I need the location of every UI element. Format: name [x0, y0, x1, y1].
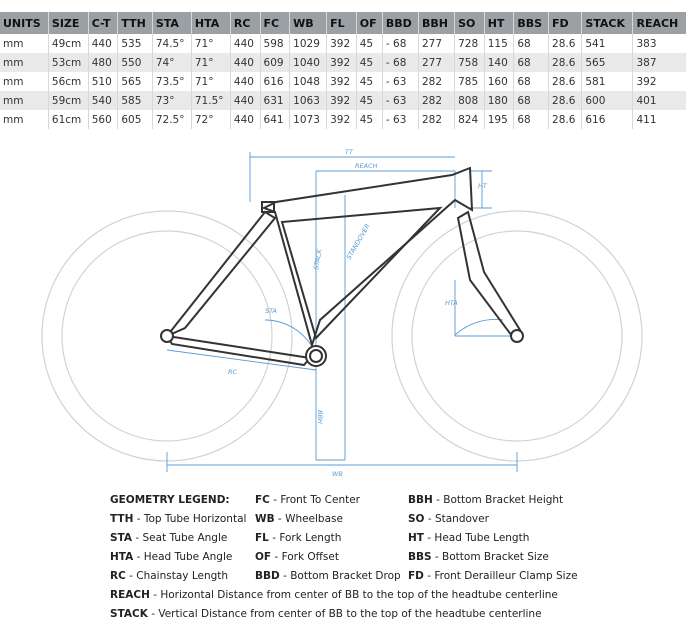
legend-item-fl: FL - Fork Length: [255, 532, 342, 544]
table-cell: 180: [484, 91, 514, 110]
column-header-so: SO: [455, 12, 485, 34]
table-cell: 785: [455, 72, 485, 91]
reach-label: REACH: [355, 162, 378, 170]
legend-item-stack: STACK - Vertical Distance from center of BB to the top of the headtube centerline: [110, 608, 542, 620]
table-cell: 728: [455, 34, 485, 53]
table-cell: 616: [260, 72, 290, 91]
legend-title: GEOMETRY LEGEND:: [110, 494, 230, 506]
table-cell: - 63: [382, 110, 418, 129]
legend-item-wb: WB - Wheelbase: [255, 513, 343, 525]
table-cell: - 68: [382, 34, 418, 53]
legend-item-rc: RC - Chainstay Length: [110, 570, 229, 582]
table-cell: 440: [230, 110, 260, 129]
table-cell: 808: [455, 91, 485, 110]
legend-item-fd: FD - Front Derailleur Clamp Size: [408, 570, 578, 582]
column-header-ht: HT: [484, 12, 514, 34]
column-header-of: OF: [356, 12, 382, 34]
table-cell: 758: [455, 53, 485, 72]
table-cell: 68: [514, 91, 549, 110]
table-cell: 115: [484, 34, 514, 53]
table-cell: 53cm: [48, 53, 88, 72]
table-cell: 28.6: [549, 91, 582, 110]
legend-item-ht: HT - Head Tube Length: [408, 532, 530, 544]
table-cell: 585: [118, 91, 152, 110]
table-cell: 28.6: [549, 72, 582, 91]
table-cell: 401: [633, 91, 686, 110]
wb-label: WB: [332, 470, 343, 478]
table-cell: 535: [118, 34, 152, 53]
legend-item-hta: HTA - Head Tube Angle: [110, 551, 233, 563]
table-row: [0, 72, 686, 91]
table-cell: 392: [327, 91, 357, 110]
table-cell: 28.6: [549, 110, 582, 129]
table-cell: mm: [0, 91, 48, 110]
table-cell: 550: [118, 53, 152, 72]
table-cell: mm: [0, 110, 48, 129]
column-header-sta: STA: [152, 12, 191, 34]
table-cell: 73.5°: [152, 72, 191, 91]
table-cell: 440: [230, 72, 260, 91]
legend-item-bbd: BBD - Bottom Bracket Drop: [255, 570, 401, 582]
table-cell: 49cm: [48, 34, 88, 53]
legend-item-tth: TTH - Top Tube Horizontal: [110, 513, 247, 525]
table-cell: 1029: [290, 34, 327, 53]
table-cell: 541: [582, 34, 633, 53]
legend-item-so: SO - Standover: [408, 513, 489, 525]
table-cell: 560: [88, 110, 118, 129]
ht-label: HT: [478, 182, 487, 190]
table-cell: 282: [418, 91, 454, 110]
column-header-bbh: BBH: [418, 12, 454, 34]
table-cell: 392: [636, 75, 657, 88]
table-cell: 1073: [290, 110, 327, 129]
column-header-c-t: C-T: [88, 12, 118, 34]
table-cell: 282: [418, 72, 454, 91]
column-header-fd: FD: [549, 12, 582, 34]
legend-item-bbh: BBH - Bottom Bracket Height: [408, 494, 564, 506]
table-cell: 440: [230, 34, 260, 53]
table-cell: 480: [88, 53, 118, 72]
table-cell: 195: [484, 110, 514, 129]
table-cell: 600: [582, 91, 633, 110]
table-cell: 631: [260, 91, 290, 110]
table-cell: 510: [88, 72, 118, 91]
table-cell: 641: [260, 110, 290, 129]
table-cell: 72.5°: [152, 110, 191, 129]
table-row: [0, 34, 686, 53]
stack-label: STACK: [312, 248, 324, 271]
standover-label: STANDOVER: [344, 222, 372, 261]
column-header-tth: TTH: [118, 12, 152, 34]
table-cell: 61cm: [48, 110, 88, 129]
column-header-stack: STACK: [582, 12, 633, 34]
sta-label: STA: [265, 307, 277, 315]
table-cell: mm: [0, 34, 48, 53]
table-cell: - 63: [382, 91, 418, 110]
column-header-hta: HTA: [191, 12, 230, 34]
table-cell: 59cm: [48, 91, 88, 110]
table-cell: 277: [418, 53, 454, 72]
table-cell: 392: [327, 34, 357, 53]
table-cell: 540: [88, 91, 118, 110]
column-header-units: UNITS: [0, 12, 48, 34]
table-cell: 565: [582, 53, 633, 72]
table-cell: 28.6: [549, 53, 582, 72]
column-header-wb: WB: [290, 12, 327, 34]
table-cell: 277: [418, 34, 454, 53]
column-header-size: SIZE: [48, 12, 88, 34]
table-cell: 68: [514, 72, 549, 91]
table-cell: 440: [88, 34, 118, 53]
column-header-fl: FL: [327, 12, 357, 34]
table-cell: 73°: [152, 91, 191, 110]
table-header-row: [0, 12, 686, 34]
table-cell: 45: [356, 72, 382, 91]
column-header-reach: REACH: [633, 12, 686, 34]
table-cell: 71.5°: [191, 91, 230, 110]
table-cell: 160: [484, 72, 514, 91]
table-cell: 387: [633, 53, 686, 72]
table-cell: 824: [455, 110, 485, 129]
geometry-table: [0, 12, 686, 129]
column-header-bbs: BBS: [514, 12, 549, 34]
table-cell: 45: [356, 91, 382, 110]
table-cell: 598: [260, 34, 290, 53]
table-cell: 56cm: [48, 72, 88, 91]
table-row: [0, 110, 686, 129]
table-cell: 565: [118, 72, 152, 91]
table-cell: 440: [230, 53, 260, 72]
table-cell: 45: [356, 110, 382, 129]
tt-label: TT: [345, 148, 353, 156]
legend-item-reach: REACH - Horizontal Distance from center of BB to the top of the headtube centerline: [110, 589, 558, 601]
table-cell: 71°: [191, 53, 230, 72]
table-cell: 68: [514, 110, 549, 129]
table-cell: 392: [327, 110, 357, 129]
table-cell: 609: [260, 53, 290, 72]
table-cell: 440: [230, 91, 260, 110]
table-cell: 71°: [191, 34, 230, 53]
table-cell: 45: [356, 34, 382, 53]
table-cell: 28.6: [549, 34, 582, 53]
table-cell: 140: [484, 53, 514, 72]
table-row: [0, 53, 686, 72]
table-cell: 1063: [290, 91, 327, 110]
column-header-rc: RC: [230, 12, 260, 34]
table-cell: 71°: [191, 72, 230, 91]
table-cell: 74°: [152, 53, 191, 72]
frame-geometry-diagram: [0, 140, 686, 480]
column-header-bbd: BBD: [382, 12, 418, 34]
legend-item-sta: STA - Seat Tube Angle: [110, 532, 228, 544]
table-cell: 1048: [290, 72, 327, 91]
rc-label: RC: [228, 368, 238, 376]
table-row: [0, 91, 686, 110]
table-cell: mm: [0, 53, 48, 72]
table-cell: mm: [0, 72, 48, 91]
table-cell: 383: [636, 37, 657, 50]
table-cell: 581: [582, 72, 633, 91]
column-header-fc: FC: [260, 12, 290, 34]
legend-item-bbs: BBS - Bottom Bracket Size: [408, 551, 549, 563]
legend-item-fc: FC - Front To Center: [255, 494, 360, 506]
table-cell: 605: [118, 110, 152, 129]
table-cell: 392: [327, 53, 357, 72]
table-cell: 411: [636, 113, 657, 126]
table-cell: 616: [582, 110, 633, 129]
table-cell: - 68: [382, 53, 418, 72]
bbh-label: BBH: [316, 410, 324, 424]
table-cell: 392: [327, 72, 357, 91]
hta-label: HTA: [445, 299, 458, 307]
table-cell: 74.5°: [152, 34, 191, 53]
table-cell: 282: [418, 110, 454, 129]
table-cell: 68: [514, 34, 549, 53]
table-cell: 68: [514, 53, 549, 72]
table-cell: 1040: [290, 53, 327, 72]
table-cell: - 63: [382, 72, 418, 91]
table-cell: 45: [356, 53, 382, 72]
legend-item-of: OF - Fork Offset: [255, 551, 339, 563]
table-cell: 72°: [191, 110, 230, 129]
